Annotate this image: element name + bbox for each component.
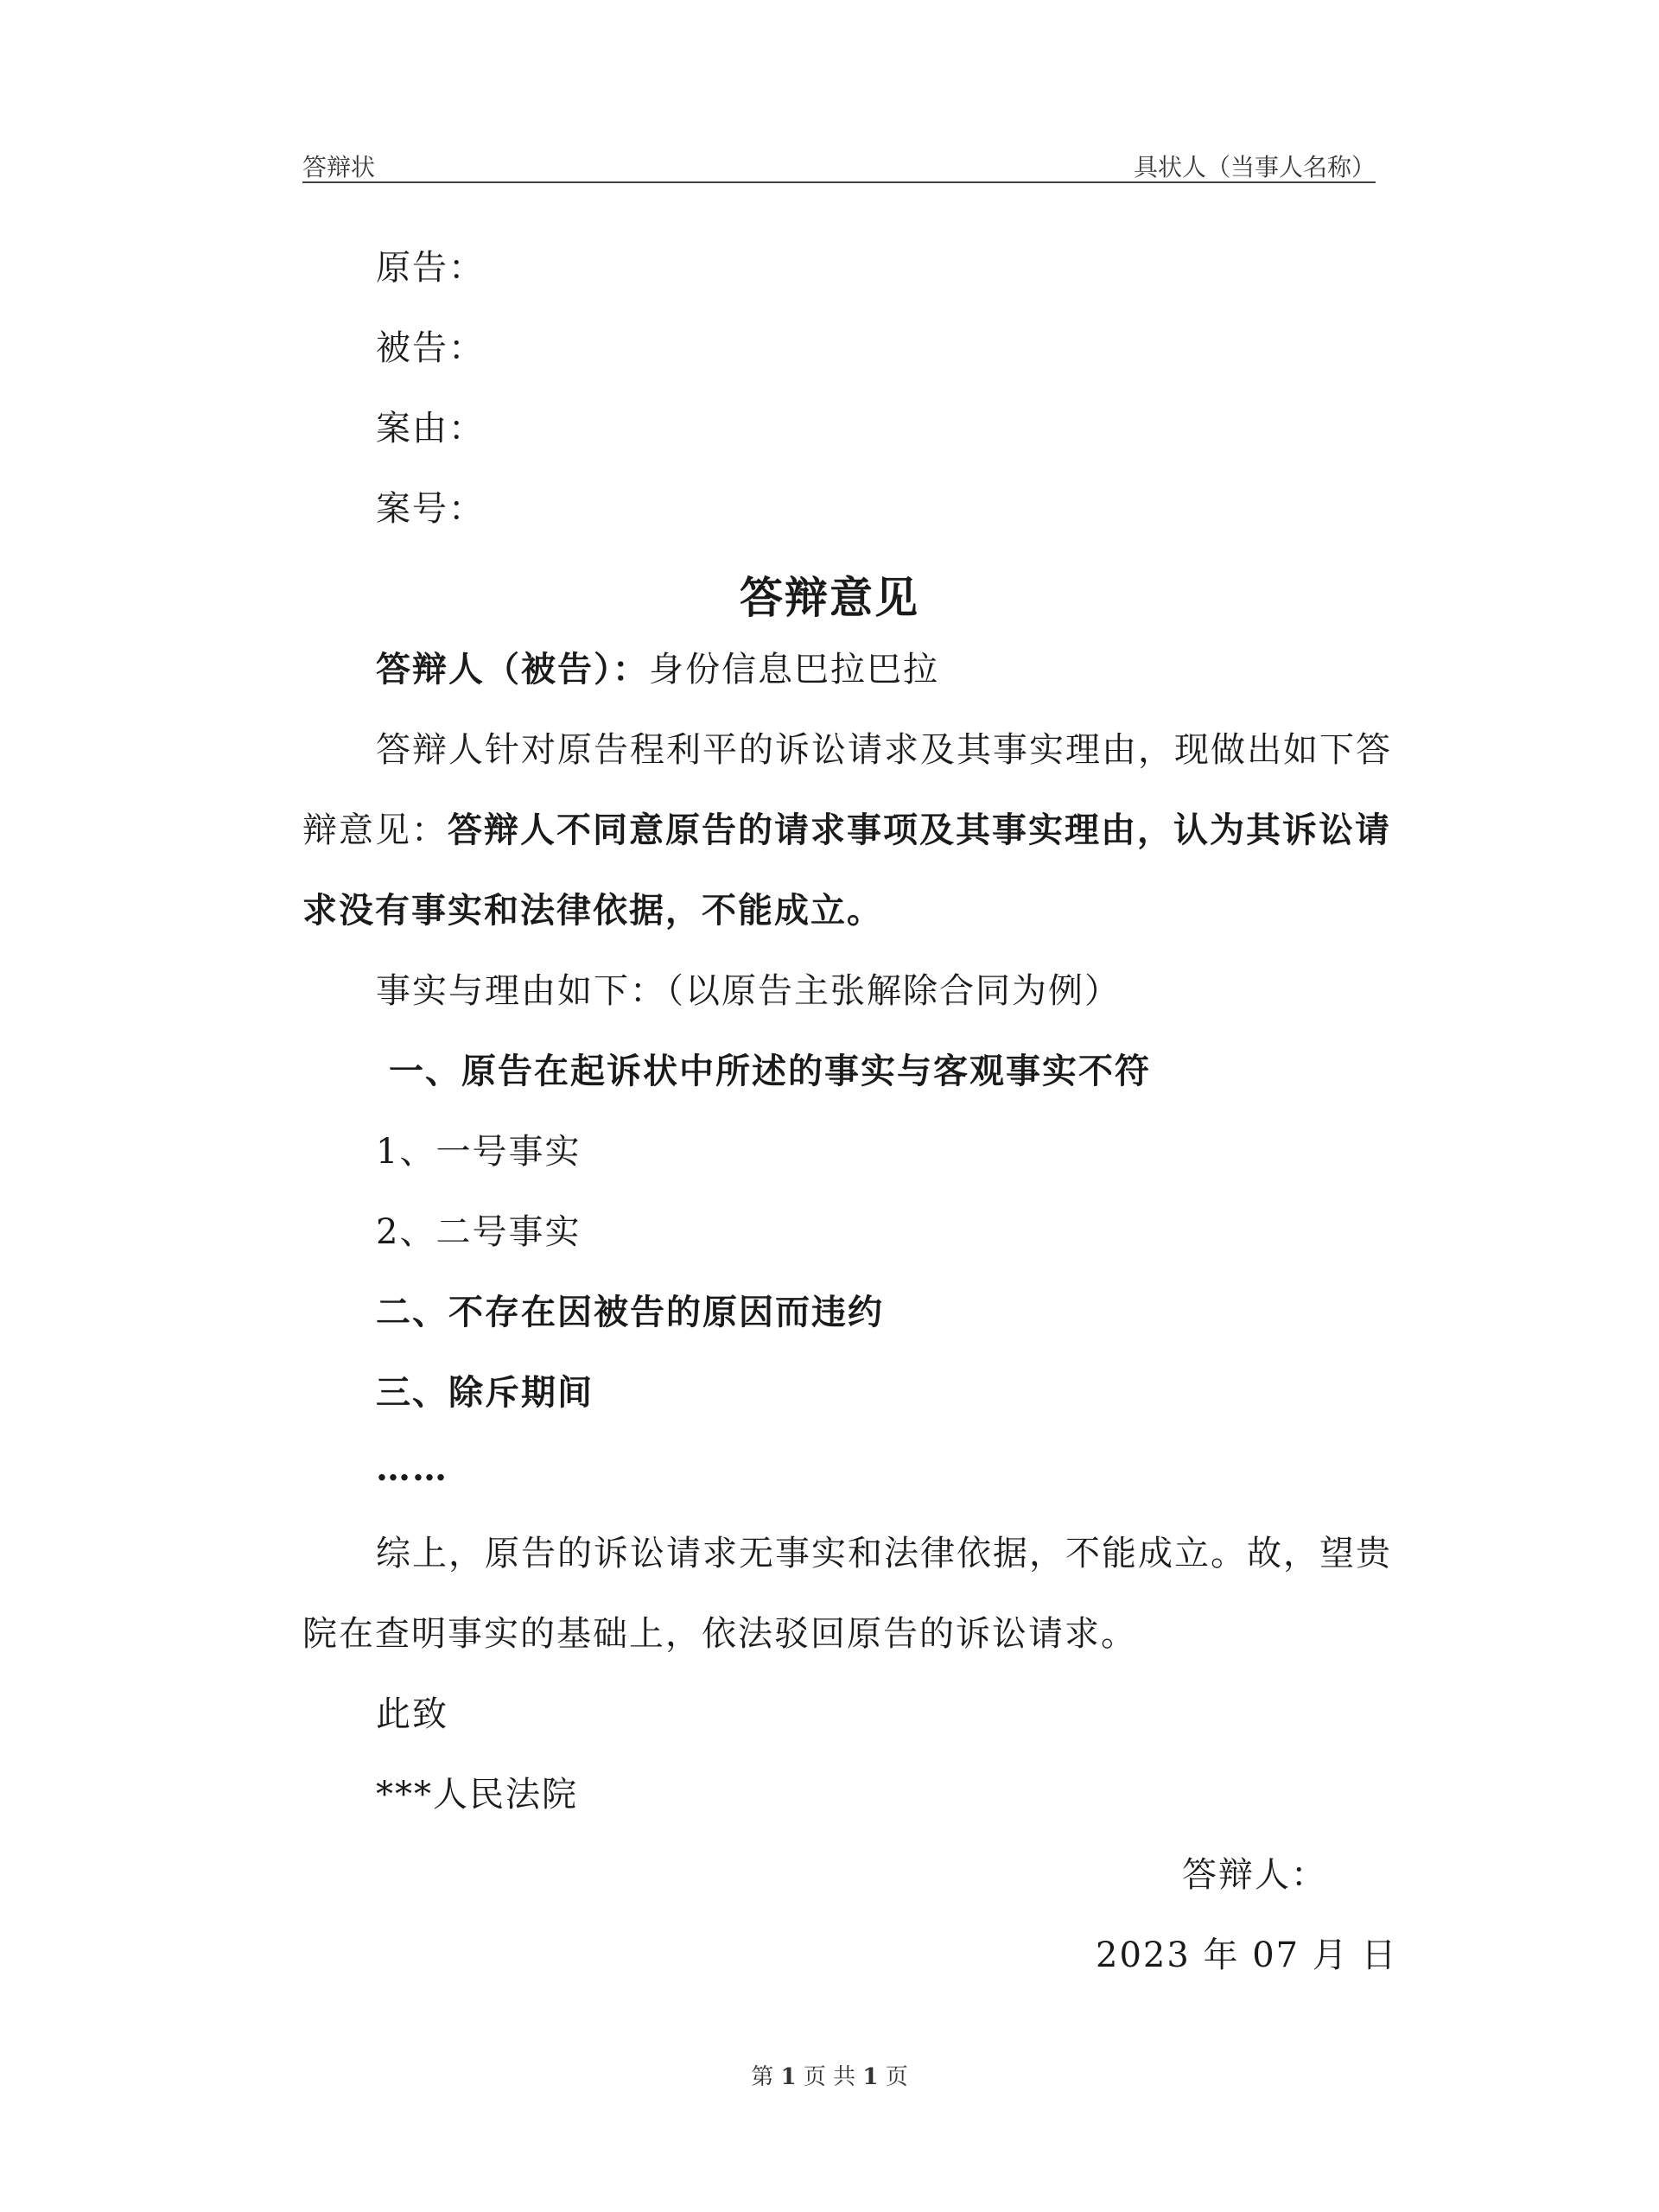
fact-1: 1、一号事实 [376,1132,582,1172]
conclusion-line-1: 综上，原告的诉讼请求无事实和法律依据，不能成立。故，望贵 [376,1534,1392,1573]
section-2-heading: 二、不存在因被告的原因而违约 [376,1292,884,1332]
intro-line-1: 答辩人针对原告程利平的诉讼请求及其事实理由，现做出如下答 [376,730,1392,770]
footer-page-number: 1 [780,2064,797,2090]
section-1-heading: 一、原告在起诉状中所述的事实与客观事实不符 [389,1051,1151,1091]
signature-label: 答辩人： [1182,1855,1327,1895]
document-title: 答辩意见 [740,573,919,623]
header-doc-title: 答辩状 [302,153,376,181]
ellipsis: …… [376,1448,448,1489]
intro-line-2-normal: 辩意见： [302,810,448,850]
footer-suffix: 页 [878,2064,908,2090]
respondent-line [376,649,939,690]
conclusion-line-2: 院在查明事实的基础上，依法驳回原告的诉讼请求。 [302,1614,1137,1654]
plaintiff-label: 原告： [376,248,485,288]
respondent-info: 身份信息巴拉巴拉 [649,650,939,690]
footer-total-pages: 1 [862,2064,879,2090]
header-filer: 具状人（当事人名称） [1133,153,1376,181]
intro-line-2 [302,810,1391,850]
defendant-label: 被告： [376,328,485,368]
signature-date: 2023 年 07 月 日 [1096,1936,1398,1975]
cause-label: 案由： [376,409,485,448]
case-number-label: 案号： [376,489,485,529]
intro-line-3: 求没有事实和法律依据，不能成立。 [302,890,883,931]
closing-phrase: 此致 [376,1694,448,1734]
header-divider [302,181,1376,183]
court-name: ***人民法院 [376,1775,578,1815]
footer-prefix: 第 [751,2064,781,2090]
respondent-label: 答辩人（被告）： [376,649,649,690]
fact-2: 2、二号事实 [376,1212,582,1252]
section-3-heading: 三、除斥期间 [376,1372,594,1413]
page-footer [0,2059,1659,2091]
intro-line-2-bold: 答辩人不同意原告的请求事项及其事实理由，认为其诉讼请 [448,810,1391,850]
footer-middle: 页 共 [796,2064,863,2090]
facts-heading: 事实与理由如下：（以原告主张解除合同为例） [376,971,1121,1011]
